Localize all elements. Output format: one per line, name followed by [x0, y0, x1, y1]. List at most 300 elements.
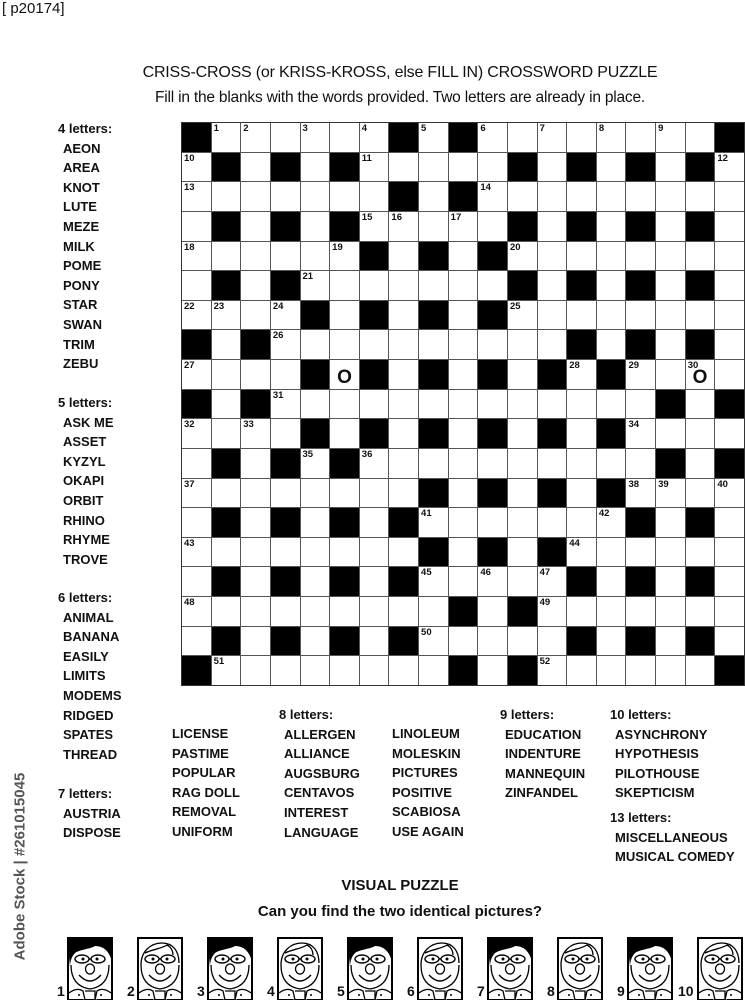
grid-cell[interactable]	[419, 390, 448, 419]
grid-cell[interactable]	[330, 656, 359, 685]
grid-cell[interactable]	[389, 330, 418, 359]
grid-cell[interactable]	[478, 271, 507, 300]
grid-cell[interactable]	[330, 419, 359, 448]
grid-cell[interactable]	[597, 123, 626, 152]
grid-cell[interactable]	[508, 360, 537, 389]
grid-cell[interactable]	[567, 479, 596, 508]
black-square	[508, 597, 537, 626]
grid-cell[interactable]	[301, 656, 330, 685]
face-picture[interactable]	[207, 937, 253, 1000]
grid-cell[interactable]	[330, 271, 359, 300]
face-picture[interactable]	[627, 937, 673, 1000]
face-picture[interactable]	[67, 937, 113, 1000]
grid-cell[interactable]	[567, 360, 596, 389]
grid-cell[interactable]	[389, 479, 418, 508]
grid-cell[interactable]	[449, 330, 478, 359]
grid-cell[interactable]	[449, 449, 478, 478]
grid-cell[interactable]	[449, 479, 478, 508]
grid-cell[interactable]	[301, 330, 330, 359]
grid-cell[interactable]	[301, 567, 330, 596]
grid-cell[interactable]	[538, 567, 567, 596]
grid-cell[interactable]	[656, 656, 685, 685]
grid-cell[interactable]	[567, 301, 596, 330]
grid-cell[interactable]	[330, 538, 359, 567]
word-list-item: REMOVAL	[172, 804, 237, 820]
grid-cell[interactable]	[389, 656, 418, 685]
grid-cell[interactable]	[478, 153, 507, 182]
grid-cell[interactable]	[597, 182, 626, 211]
grid-cell[interactable]	[182, 449, 211, 478]
grid-cell[interactable]	[449, 271, 478, 300]
grid-cell[interactable]	[389, 538, 418, 567]
grid-cell[interactable]	[419, 271, 448, 300]
grid-cell[interactable]	[508, 301, 537, 330]
word-list-item: ASYNCHRONY	[615, 726, 708, 742]
grid-cell[interactable]	[212, 390, 241, 419]
grid-cell[interactable]	[656, 153, 685, 182]
grid-cell[interactable]	[241, 301, 270, 330]
grid-cell[interactable]	[212, 538, 241, 567]
grid-cell[interactable]	[419, 627, 448, 656]
grid-cell[interactable]	[567, 449, 596, 478]
grid-cell[interactable]	[301, 597, 330, 626]
word-list-item: KYZYL	[63, 453, 106, 469]
grid-cell[interactable]	[508, 449, 537, 478]
grid-cell[interactable]	[626, 449, 655, 478]
grid-cell[interactable]	[567, 419, 596, 448]
grid-cell[interactable]	[597, 508, 626, 537]
grid-cell[interactable]	[271, 360, 300, 389]
grid-cell[interactable]	[478, 656, 507, 685]
grid-cell[interactable]	[656, 597, 685, 626]
grid-cell[interactable]	[567, 508, 596, 537]
grid-cell[interactable]	[597, 597, 626, 626]
grid-cell[interactable]	[182, 479, 211, 508]
grid-cell[interactable]	[301, 627, 330, 656]
grid-cell[interactable]	[301, 390, 330, 419]
grid-cell[interactable]	[301, 123, 330, 152]
grid-cell[interactable]	[656, 330, 685, 359]
grid-cell[interactable]	[567, 538, 596, 567]
grid-cell[interactable]	[686, 656, 715, 685]
grid-cell[interactable]	[626, 538, 655, 567]
clue-number: 34	[628, 419, 640, 431]
grid-cell[interactable]	[419, 656, 448, 685]
grid-cell[interactable]	[715, 330, 744, 359]
grid-cell[interactable]	[389, 597, 418, 626]
grid-cell[interactable]	[241, 656, 270, 685]
grid-cell[interactable]	[508, 627, 537, 656]
grid-cell[interactable]	[449, 301, 478, 330]
grid-cell[interactable]	[715, 301, 744, 330]
grid-cell[interactable]	[597, 567, 626, 596]
grid-cell[interactable]	[212, 182, 241, 211]
grid-cell[interactable]	[538, 153, 567, 182]
grid-cell[interactable]	[686, 182, 715, 211]
grid-cell[interactable]	[686, 479, 715, 508]
grid-cell[interactable]	[656, 479, 685, 508]
grid-cell[interactable]	[301, 538, 330, 567]
grid-cell[interactable]	[715, 419, 744, 448]
grid-cell[interactable]	[597, 656, 626, 685]
grid-cell[interactable]	[301, 508, 330, 537]
grid-cell[interactable]	[656, 182, 685, 211]
grid-cell[interactable]	[538, 508, 567, 537]
grid-cell[interactable]	[449, 390, 478, 419]
grid-cell[interactable]	[182, 301, 211, 330]
grid-cell[interactable]	[360, 508, 389, 537]
grid-cell[interactable]	[182, 360, 211, 389]
grid-cell[interactable]	[567, 597, 596, 626]
grid-cell[interactable]	[182, 508, 211, 537]
grid-cell[interactable]	[656, 212, 685, 241]
grid-cell[interactable]	[360, 538, 389, 567]
grid-cell[interactable]	[241, 360, 270, 389]
grid-cell[interactable]	[182, 597, 211, 626]
grid-cell[interactable]	[715, 153, 744, 182]
word-group-8-letters	[279, 705, 360, 842]
face-icon	[207, 937, 253, 1000]
grid-cell[interactable]	[449, 419, 478, 448]
grid-cell[interactable]	[478, 123, 507, 152]
grid-cell[interactable]	[301, 182, 330, 211]
grid-cell[interactable]	[508, 123, 537, 152]
grid-cell[interactable]	[686, 538, 715, 567]
grid-cell[interactable]	[241, 538, 270, 567]
black-square	[538, 538, 567, 567]
grid-cell[interactable]	[656, 538, 685, 567]
grid-cell[interactable]	[508, 242, 537, 271]
clue-number: 39	[658, 478, 669, 490]
grid-cell[interactable]	[360, 153, 389, 182]
grid-cell[interactable]	[686, 123, 715, 152]
grid-cell[interactable]	[626, 360, 655, 389]
grid-cell[interactable]	[567, 123, 596, 152]
grid-cell[interactable]	[360, 479, 389, 508]
grid-cell[interactable]	[271, 330, 300, 359]
grid-cell[interactable]	[656, 419, 685, 448]
grid-cell[interactable]	[389, 419, 418, 448]
grid-cell[interactable]	[389, 271, 418, 300]
face-picture[interactable]	[347, 937, 393, 1000]
grid-cell[interactable]	[330, 182, 359, 211]
word-list-item: SCABIOSA	[392, 804, 461, 820]
grid-cell[interactable]	[478, 212, 507, 241]
grid-cell[interactable]	[241, 242, 270, 271]
grid-cell[interactable]	[241, 597, 270, 626]
grid-cell[interactable]	[508, 390, 537, 419]
clue-number: 15	[361, 211, 373, 223]
grid-cell[interactable]	[656, 360, 685, 389]
grid-cell[interactable]	[182, 242, 211, 271]
grid-cell[interactable]	[686, 242, 715, 271]
grid-cell[interactable]	[626, 656, 655, 685]
grid-cell[interactable]	[419, 508, 448, 537]
grid-cell[interactable]	[360, 627, 389, 656]
grid-cell[interactable]	[715, 538, 744, 567]
grid-cell[interactable]	[360, 182, 389, 211]
grid-cell[interactable]	[567, 656, 596, 685]
grid-cell[interactable]	[182, 212, 211, 241]
grid-cell[interactable]	[330, 360, 359, 389]
grid-cell[interactable]	[241, 567, 270, 596]
grid-cell[interactable]	[271, 182, 300, 211]
grid-cell[interactable]	[449, 538, 478, 567]
grid-cell[interactable]	[478, 449, 507, 478]
grid-cell[interactable]	[686, 390, 715, 419]
grid-cell[interactable]	[449, 153, 478, 182]
grid-cell[interactable]	[241, 508, 270, 537]
grid-cell[interactable]	[478, 390, 507, 419]
grid-cell[interactable]	[449, 567, 478, 596]
grid-cell[interactable]	[686, 301, 715, 330]
grid-cell[interactable]	[360, 390, 389, 419]
grid-cell[interactable]	[508, 479, 537, 508]
grid-cell[interactable]	[656, 508, 685, 537]
grid-cell[interactable]	[656, 301, 685, 330]
grid-cell[interactable]	[301, 449, 330, 478]
grid-cell[interactable]	[538, 182, 567, 211]
grid-cell[interactable]	[478, 567, 507, 596]
grid-cell[interactable]	[389, 449, 418, 478]
grid-cell[interactable]	[241, 182, 270, 211]
grid-cell[interactable]	[538, 330, 567, 359]
grid-cell[interactable]	[715, 182, 744, 211]
grid-cell[interactable]	[597, 538, 626, 567]
grid-cell[interactable]	[241, 153, 270, 182]
grid-cell[interactable]	[538, 390, 567, 419]
grid-cell[interactable]	[715, 508, 744, 537]
grid-cell[interactable]	[449, 627, 478, 656]
grid-cell[interactable]	[212, 242, 241, 271]
grid-cell[interactable]	[419, 123, 448, 152]
grid-cell[interactable]	[567, 182, 596, 211]
crossword-grid	[181, 122, 745, 686]
grid-cell[interactable]	[419, 449, 448, 478]
grid-cell[interactable]	[715, 479, 744, 508]
grid-cell[interactable]	[626, 390, 655, 419]
grid-cell[interactable]	[241, 123, 270, 152]
grid-cell[interactable]	[715, 597, 744, 626]
grid-cell[interactable]	[686, 419, 715, 448]
grid-cell[interactable]	[478, 597, 507, 626]
black-square	[508, 153, 537, 182]
grid-cell[interactable]	[360, 597, 389, 626]
face-picture[interactable]	[697, 937, 743, 1000]
grid-cell[interactable]	[271, 242, 300, 271]
grid-cell[interactable]	[360, 123, 389, 152]
black-square	[330, 153, 359, 182]
grid-cell[interactable]	[538, 597, 567, 626]
grid-cell[interactable]	[626, 123, 655, 152]
grid-cell[interactable]	[241, 419, 270, 448]
grid-cell[interactable]	[389, 360, 418, 389]
grid-cell[interactable]	[656, 627, 685, 656]
grid-cell[interactable]	[330, 390, 359, 419]
face-picture[interactable]	[137, 937, 183, 1000]
word-group-heading: 5 letters:	[58, 395, 113, 410]
grid-cell[interactable]	[478, 182, 507, 211]
grid-cell[interactable]	[330, 242, 359, 271]
grid-cell[interactable]	[389, 153, 418, 182]
grid-cell[interactable]	[538, 627, 567, 656]
grid-cell[interactable]	[538, 212, 567, 241]
grid-cell[interactable]	[449, 242, 478, 271]
grid-cell[interactable]	[449, 360, 478, 389]
grid-cell[interactable]	[715, 212, 744, 241]
grid-cell[interactable]	[508, 567, 537, 596]
grid-cell[interactable]	[241, 449, 270, 478]
grid-cell[interactable]	[182, 567, 211, 596]
grid-cell[interactable]	[597, 212, 626, 241]
grid-cell[interactable]	[508, 508, 537, 537]
grid-cell[interactable]	[182, 538, 211, 567]
grid-cell[interactable]	[715, 271, 744, 300]
grid-cell[interactable]	[301, 153, 330, 182]
grid-cell[interactable]	[597, 627, 626, 656]
grid-cell[interactable]	[212, 479, 241, 508]
grid-cell[interactable]	[715, 567, 744, 596]
grid-cell[interactable]	[538, 242, 567, 271]
grid-cell[interactable]	[626, 419, 655, 448]
grid-cell[interactable]	[597, 301, 626, 330]
grid-cell[interactable]	[478, 508, 507, 537]
grid-cell[interactable]	[597, 449, 626, 478]
grid-cell[interactable]	[626, 182, 655, 211]
grid-cell[interactable]	[538, 271, 567, 300]
black-square	[478, 242, 507, 271]
grid-cell[interactable]	[241, 627, 270, 656]
grid-cell[interactable]	[301, 479, 330, 508]
grid-cell[interactable]	[271, 538, 300, 567]
grid-cell[interactable]	[301, 271, 330, 300]
grid-cell[interactable]	[508, 182, 537, 211]
grid-cell[interactable]	[419, 212, 448, 241]
grid-cell[interactable]	[626, 597, 655, 626]
grid-cell[interactable]	[212, 301, 241, 330]
grid-cell[interactable]	[360, 330, 389, 359]
grid-cell[interactable]	[330, 330, 359, 359]
face-picture[interactable]	[277, 937, 323, 1000]
grid-cell[interactable]	[686, 597, 715, 626]
grid-cell[interactable]	[182, 627, 211, 656]
black-square	[626, 627, 655, 656]
grid-cell[interactable]	[389, 242, 418, 271]
grid-cell[interactable]	[656, 271, 685, 300]
grid-cell[interactable]	[538, 123, 567, 152]
grid-cell[interactable]	[449, 212, 478, 241]
grid-cell[interactable]	[626, 301, 655, 330]
grid-cell[interactable]	[271, 479, 300, 508]
grid-cell[interactable]	[271, 597, 300, 626]
grid-cell[interactable]	[212, 330, 241, 359]
grid-cell[interactable]	[567, 242, 596, 271]
grid-cell[interactable]	[241, 271, 270, 300]
grid-cell[interactable]	[301, 212, 330, 241]
grid-cell[interactable]	[212, 419, 241, 448]
grid-cell[interactable]	[419, 597, 448, 626]
grid-cell[interactable]	[330, 301, 359, 330]
grid-cell[interactable]	[597, 271, 626, 300]
grid-cell[interactable]	[360, 656, 389, 685]
grid-cell[interactable]	[271, 656, 300, 685]
grid-cell[interactable]	[419, 330, 448, 359]
grid-cell[interactable]	[212, 360, 241, 389]
grid-cell[interactable]	[271, 123, 300, 152]
black-square	[241, 330, 270, 359]
grid-cell[interactable]	[271, 419, 300, 448]
grid-cell[interactable]	[715, 242, 744, 271]
grid-cell[interactable]	[419, 567, 448, 596]
grid-cell[interactable]	[330, 123, 359, 152]
grid-cell[interactable]	[389, 390, 418, 419]
grid-cell[interactable]	[360, 567, 389, 596]
face-picture[interactable]	[557, 937, 603, 1000]
grid-cell[interactable]	[330, 479, 359, 508]
face-picture[interactable]	[487, 937, 533, 1000]
grid-cell[interactable]	[301, 242, 330, 271]
grid-cell[interactable]	[389, 212, 418, 241]
grid-cell[interactable]	[656, 567, 685, 596]
grid-cell[interactable]	[508, 419, 537, 448]
grid-cell[interactable]	[182, 182, 211, 211]
grid-cell[interactable]	[656, 123, 685, 152]
black-square	[212, 449, 241, 478]
grid-cell[interactable]	[597, 242, 626, 271]
grid-cell[interactable]	[538, 449, 567, 478]
grid-cell[interactable]	[182, 153, 211, 182]
grid-cell[interactable]	[360, 212, 389, 241]
grid-cell[interactable]	[360, 271, 389, 300]
grid-cell[interactable]	[271, 390, 300, 419]
grid-cell[interactable]	[715, 360, 744, 389]
grid-cell[interactable]	[212, 123, 241, 152]
grid-cell[interactable]	[389, 301, 418, 330]
grid-cell[interactable]	[330, 597, 359, 626]
grid-cell[interactable]	[538, 656, 567, 685]
grid-cell[interactable]	[626, 479, 655, 508]
grid-cell[interactable]	[212, 656, 241, 685]
grid-cell[interactable]	[212, 597, 241, 626]
grid-cell[interactable]	[478, 627, 507, 656]
grid-cell[interactable]	[478, 330, 507, 359]
picture-number: 1	[57, 983, 65, 999]
grid-cell[interactable]	[686, 360, 715, 389]
grid-cell[interactable]	[597, 153, 626, 182]
grid-cell[interactable]	[508, 330, 537, 359]
grid-cell[interactable]	[567, 390, 596, 419]
grid-cell[interactable]	[271, 301, 300, 330]
face-picture[interactable]	[417, 937, 463, 1000]
grid-cell[interactable]	[360, 449, 389, 478]
grid-cell[interactable]	[419, 182, 448, 211]
grid-cell[interactable]	[597, 390, 626, 419]
grid-cell[interactable]	[449, 508, 478, 537]
grid-cell[interactable]	[419, 153, 448, 182]
grid-cell[interactable]	[597, 330, 626, 359]
grid-cell[interactable]	[182, 271, 211, 300]
grid-cell[interactable]	[508, 538, 537, 567]
grid-cell[interactable]	[182, 419, 211, 448]
grid-cell[interactable]	[241, 212, 270, 241]
grid-cell[interactable]	[715, 627, 744, 656]
grid-cell[interactable]	[686, 449, 715, 478]
grid-cell[interactable]	[656, 242, 685, 271]
grid-cell[interactable]	[241, 479, 270, 508]
grid-cell[interactable]	[538, 301, 567, 330]
word-group-9-letters	[500, 705, 585, 803]
grid-cell[interactable]	[626, 242, 655, 271]
